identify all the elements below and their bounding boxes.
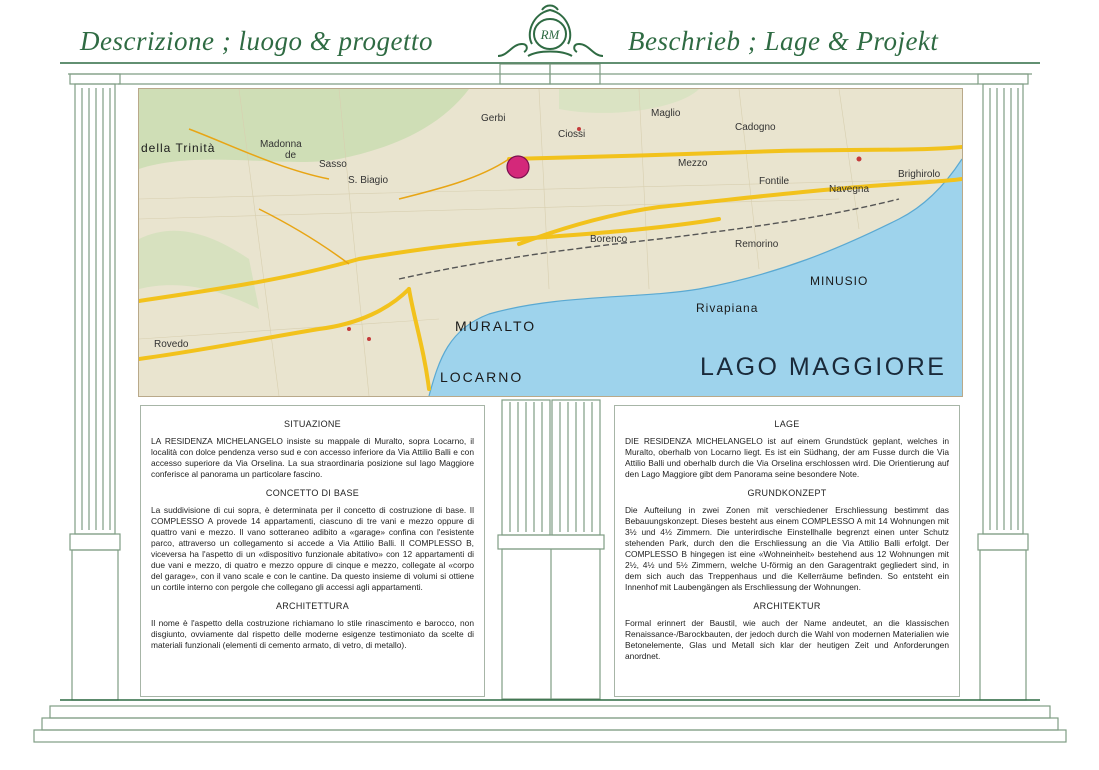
location-map (138, 88, 963, 397)
page-title-german: Beschrieb ; Lage & Projekt (628, 26, 939, 56)
page-title-italian: Descrizione ; luogo & progetto (80, 26, 433, 56)
section-heading-architektur: ARCHITEKTUR (753, 601, 821, 611)
section-text-situazione: LA RESIDENZA MICHELANGELO insiste su mappale di Muralto, sopra Locarno, il località con dolce pendenza verso sud e con accesso inferiore da Via Attilio Balli e con accesso superiore da Via Orselina. La sua straordinaria posizione sul lago Maggiore conferisce al panorama un particolare fascino. (151, 436, 474, 479)
map-label-cadogno: Cadogno (735, 122, 776, 133)
map-label-s-biagio: S. Biagio (348, 175, 389, 186)
map-label-mezzo: Mezzo (678, 158, 708, 169)
section-text-concetto: La suddivisione di cui sopra, è determinata per il concetto di costruzione di base. Il COMPLESSO A provede 14 appartamenti, ciascuno di tre vani e mezzo oppure di quattro vani e mezzo. Il vano sotteraneo adibito a «garage» confina con l'esistente parco, attraverso un collegamento si accede a Via Attilio Balli. Il COMPLESSO B, viceversa ha l'aspetto di un «dispositivo funzionale abitativo» con 12 appartamenti di due vani e mezzo, di quatro e mezzo oppure di cinque e mezzo, collegate al «corpo del garage», con il vano scale e con le cantine. Da questo insieme di volumi si ottiene un cortile interno con pergole che collegano gli accessi agli appartamenti. (151, 505, 474, 592)
property-location-marker (507, 156, 529, 178)
section-text-lage: DIE RESIDENZA MICHELANGELO ist auf einem Grundstück geplant, welches in Muralto, oberhalb von Locarno liegt. Es ist ein Südhang, der am Fusse durch die Via Attilio Balli und oberhalb durch die Via Orselina erschlossen wird. Die Orientierung auf den Lago Maggiore gibt dem Panorama seine besondere Note. (625, 436, 949, 479)
map-label-muralto: MURALTO (455, 318, 537, 334)
map-label-maglio: Maglio (651, 108, 681, 119)
italian-description-panel (140, 405, 485, 697)
section-text-architettura: Il nome è l'aspetto della costruzione richiamano lo stile rinascimento e barocco, non disgiunto, ovviamente dal rispetto delle moderne esigenze testimoniato da scelte di materiali funzionali (elementi di cemento armato, di vetro, di metallo). (151, 618, 474, 650)
section-text-grundkonzept: Die Aufteilung in zwei Zonen mit verschiedener Erschliessung bestimmt das Bebauungskonzept. Dieses besteht aus einem COMPLESSO A mit 14 Wohnungen mit 3½ und 4½ Zimmern. Die unterirdische Einstellhalle begrenzt einen unter Schutz stehenden Park, durch den die Erschliessung an die Via Attilio Balli erfolgt. Der COMPLESSO B hingegen ist eine «Wohneinheit» bestehend aus 12 Wohnungen mit 2½, 4½ und 5½ Zimmern, welche U-förmig an den Garagentrakt gegliedert sind, in dem sich auch das Treppenhaus und die Kellerräume befinden. So entsteht ein Innenhof mit Laubengängen als Erschliessung der Wohnungen. (625, 505, 949, 592)
section-heading-architettura: ARCHITETTURA (275, 601, 350, 611)
german-description-panel (614, 405, 960, 697)
map-label-navegna: Navegna (829, 184, 870, 195)
monogram-emblem-icon (488, 4, 613, 62)
map-label-gerbi: Gerbi (481, 113, 506, 124)
map-label-fontile: Fontile (759, 176, 790, 187)
section-heading-situazione: SITUAZIONE (283, 419, 341, 429)
map-label-borenco: Borenco (590, 234, 628, 245)
map-label-minusio: MINUSIO (810, 274, 869, 288)
map-label-lago-maggiore: LAGO MAGGIORE (700, 353, 947, 381)
map-label-de: de (285, 150, 297, 161)
map-label-rovedo: Rovedo (154, 339, 189, 350)
section-text-architektur: Formal erinnert der Baustil, wie auch der Name andeutet, an die klassischen Renaissance-/Barockbauten, der jedoch durch die Wahl von modernen Materialien wie Betonelemente, Glas und Metall sich klar der heutigen Zeit und Anforderungen anordnet. (625, 618, 949, 661)
section-heading-grundkonzept: GRUNDKONZEPT (747, 488, 827, 498)
map-label-locarno: LOCARNO (440, 369, 524, 385)
map-label-madonna: Madonna (260, 139, 302, 150)
emblem-monogram: RM (540, 27, 560, 42)
map-label-della-trinita: della Trinità (141, 141, 216, 155)
map-label-sasso: Sasso (319, 159, 347, 170)
map-label-rivapiana: Rivapiana (696, 301, 759, 315)
map-label-remorino: Remorino (735, 239, 779, 250)
map-label-brighirolo: Brighirolo (898, 169, 941, 180)
map-label-ciossi: Ciossi (558, 129, 586, 140)
section-heading-lage: LAGE (774, 419, 800, 429)
section-heading-concetto: CONCETTO DI BASE (265, 488, 360, 498)
